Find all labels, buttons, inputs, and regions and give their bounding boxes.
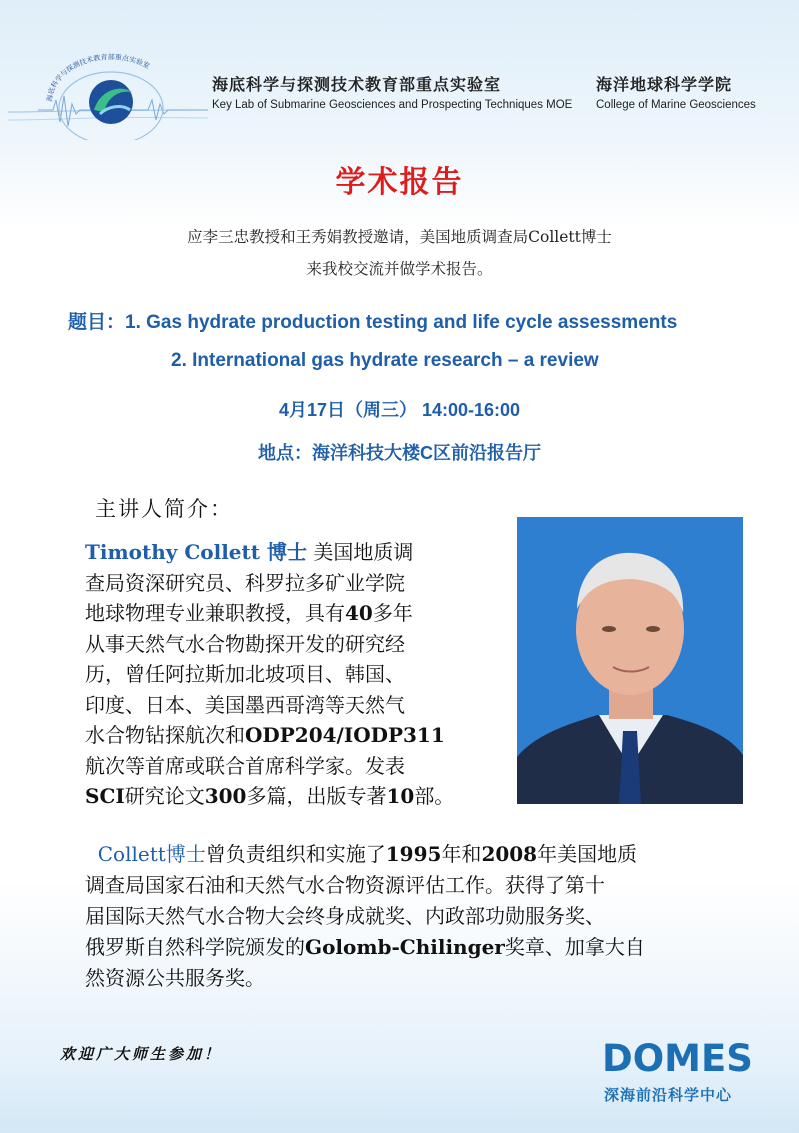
topic-item-1: 1. Gas hydrate production testing and life cycle assessments	[125, 312, 678, 333]
topic-1	[68, 307, 677, 334]
bio1-line9b: 研究论文	[124, 784, 205, 808]
org-key-lab	[212, 74, 572, 114]
bio1-line7b: ODP204/IODP311	[245, 723, 445, 747]
intro-line-1: 应李三忠教授和王秀娟教授邀请，美国地质调查局Collett博士	[187, 228, 612, 246]
bio1-line3b: 40	[345, 601, 373, 625]
venue-label: 地点：	[258, 443, 312, 463]
org2-cn: 海洋地球科学学院	[596, 75, 733, 94]
bio2-line4a: 俄罗斯自然科学院颁发的	[85, 935, 305, 959]
domes-logo	[602, 1037, 762, 1109]
bio1-line2: 查局资深研究员、科罗拉多矿业学院	[85, 570, 405, 595]
bio1-line3a: 地球物理专业兼职教授，具有	[85, 601, 345, 625]
bio2-line5: 然资源公共服务奖。	[85, 966, 265, 990]
bio1-line9e: 10	[386, 784, 415, 808]
bio1-line9c: 300	[204, 784, 247, 808]
bio2-line1a: 曾负责组织和实施了	[205, 842, 386, 866]
bio2-name: Collett博士	[97, 842, 206, 866]
bio2-line1d: 2008	[481, 842, 538, 866]
bio2-line1b: 1995	[385, 842, 442, 866]
welcome-text: 欢迎广大师生参加！	[60, 1045, 223, 1063]
event-datetime: 4月17日（周三） 14:00-16:00	[278, 400, 521, 420]
speaker-bio-1	[85, 537, 513, 812]
bio1-line8: 航次等首席或联合首席科学家。发表	[85, 753, 405, 778]
venue-value: 海洋科技大楼C区前沿报告厅	[312, 443, 541, 463]
bio1-line6: 印度、日本、美国墨西哥湾等天然气	[85, 692, 405, 717]
page-title: 学术报告	[335, 165, 464, 200]
bio2-line2: 调查局国家石油和天然气水合物资源评估工作。获得了第十	[85, 873, 605, 897]
intro-line-2: 来我校交流并做学术报告。	[306, 260, 493, 278]
speaker-photo	[517, 517, 743, 804]
bio2-line3: 届国际天然气水合物大会终身成就奖、内政部功勋服务奖、	[85, 904, 605, 928]
domes-brand: DOMES	[602, 1037, 753, 1080]
bio2-line1e: 年美国地质	[537, 842, 638, 866]
speaker-name: Timothy Collett 博士	[85, 540, 307, 564]
speaker-bio-2	[85, 839, 745, 994]
bio1-line7a: 水合物钻探航次和	[85, 723, 245, 747]
org-college	[596, 74, 756, 114]
bio1-line4: 从事天然气水合物勘探开发的研究经	[85, 631, 405, 656]
org2-en: College of Marine Geosciences	[596, 99, 756, 111]
bio1-line3c: 多年	[372, 601, 413, 625]
bio1-line9f: 部。	[414, 784, 455, 808]
bio1-line9d: 多篇，出版专著	[246, 784, 387, 808]
bio1-line1: 美国地质调	[306, 540, 414, 564]
header	[0, 0, 799, 140]
bio2-line4c: 奖章、加拿大自	[504, 935, 645, 959]
bio2-line1c: 年和	[441, 842, 482, 866]
org1-en: Key Lab of Submarine Geosciences and Prospecting Techniques MOE	[212, 99, 573, 111]
topic-label: 题目：	[68, 312, 126, 333]
bio1-line5: 历，曾任阿拉斯加北坡项目、韩国、	[85, 662, 405, 686]
topic-item-2: 2. International gas hydrate research – a review	[171, 350, 599, 371]
bio2-line4b: Golomb-Chilinger	[305, 935, 505, 959]
org1-cn: 海底科学与探测技术教育部重点实验室	[212, 75, 502, 94]
speaker-section-heading: 主讲人简介：	[95, 497, 233, 521]
venue	[0, 439, 799, 465]
lab-logo	[8, 40, 208, 140]
logo-ring-text: 海底科学与探测技术教育部重点实验室	[45, 53, 151, 103]
domes-subtitle: 深海前沿科学中心	[604, 1086, 733, 1104]
bio1-line9a: SCI	[85, 784, 125, 808]
